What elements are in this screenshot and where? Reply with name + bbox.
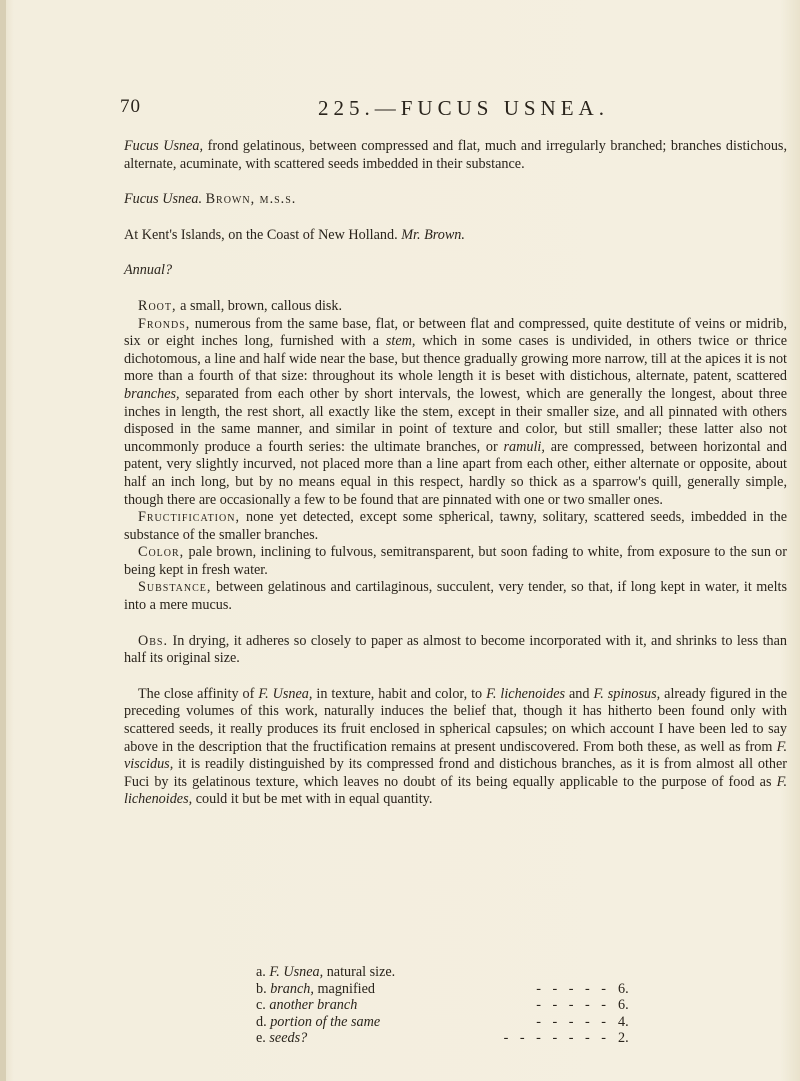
obs-text: In drying, it adheres so closely to paper as almost to become incorporated with it, and shrinks to less than half its original size.: [124, 632, 787, 667]
legend-name: seeds?: [269, 1030, 308, 1046]
color-text: pale brown, inclining to fulvous, semitransparent, but soon fading to white, from exposure to the sun or being kept in fresh water.: [124, 544, 787, 578]
synonym-line: [124, 191, 787, 209]
color-heading: Color,: [138, 544, 185, 561]
legend-leader-dashes: - - - - -: [536, 997, 610, 1013]
legend-note: magnified: [317, 980, 376, 997]
root-text: a small, brown, callous disk.: [180, 297, 343, 314]
page-number: 70: [120, 96, 141, 117]
legend-magnification: 6.: [618, 997, 629, 1013]
discussion-text-1: The close affinity of: [138, 685, 255, 702]
fructification-paragraph: [124, 509, 787, 544]
fronds-text-1: numerous from the same base, flat, or between flat and compressed, quite destitute of veins or midrib, six or eight inches long, furnished with a: [124, 315, 788, 350]
legend-letter: b.: [256, 980, 267, 997]
fronds-text-2: which in some cases is undivided, in others twice or thrice dichotomous, a line and half wide near the base, but thence gradually growing more narrow, till at the apices it is not more than a fourth of that size: throughout its whole length it is beset with distichous, alternate, patent, scattered: [124, 333, 788, 385]
obs-paragraph: [124, 633, 787, 668]
term-stem: stem,: [385, 333, 416, 350]
legend-row-a: [256, 964, 636, 981]
fructification-text: none yet detected, except some spherical, tawny, solitary, scattered seeds, imbedded in the substance of the smaller branches.: [124, 509, 788, 543]
term-branches: branches,: [124, 385, 180, 402]
locality-line: [124, 227, 787, 245]
discussion-species-4: F. viscidus,: [124, 738, 787, 773]
species-description: [124, 138, 787, 173]
legend-name: another branch: [269, 997, 358, 1013]
substance-text: between gelatinous and cartilaginous, succulent, very tender, so that, if long kept in water, it melts into a mere mucus.: [124, 579, 788, 614]
legend-letter: c.: [256, 997, 266, 1013]
legend-letter: d.: [256, 1013, 267, 1030]
discussion-species-3: F. spinosus,: [593, 685, 661, 702]
discussion-text-6: could it but be met with in equal quantity.: [195, 791, 433, 808]
description-text: frond gelatinous, between compressed and flat, much and irregularly branched; branches distichous, alternate, acuminate, with scattered seeds imbedded in their substance.: [124, 138, 787, 172]
binding-edge: [0, 0, 6, 1081]
legend-row-c: [256, 997, 636, 1014]
legend-row-e: [256, 1030, 636, 1047]
fronds-paragraph: [124, 316, 787, 510]
legend-letter: a.: [256, 964, 266, 980]
discussion-text-4: already figured in the preceding volumes of this work, naturally induces the belief that, though it has hitherto been found only with scattered seeds, it really produces its fruit enclosed in spherical capsules; on which account I have been led to say above in the description that the fructification remains at present undiscovered. From both these, as well as from: [124, 685, 788, 755]
legend-magnification: 6.: [618, 980, 629, 997]
synonym-authority: Brown, m.s.s.: [205, 191, 297, 208]
root-paragraph: [124, 298, 787, 316]
legend-magnification: 2.: [618, 1030, 629, 1046]
legend-letter: e.: [256, 1030, 266, 1046]
page-body: [124, 138, 787, 809]
legend-leader-dashes: - - - - -: [536, 1013, 610, 1030]
synonym-name: Fucus Usnea.: [124, 191, 203, 208]
term-ramuli: ramuli,: [503, 438, 545, 455]
plate-legend: [256, 964, 636, 1047]
discussion-text-3: and: [568, 685, 590, 702]
legend-name: branch,: [270, 980, 314, 997]
duration: Annual?: [124, 262, 173, 279]
legend-row-d: [256, 1014, 636, 1031]
legend-magnification: 4.: [618, 1013, 629, 1030]
legend-leader-dashes: - - - - - - -: [503, 1030, 610, 1046]
discussion-paragraph: [124, 686, 787, 809]
page-header: [120, 96, 780, 120]
discussion-species-1: F. Usnea,: [258, 685, 313, 702]
duration-line: [124, 262, 787, 280]
legend-name: portion of the same: [270, 1013, 381, 1030]
substance-paragraph: [124, 579, 787, 614]
obs-heading: Obs.: [138, 632, 169, 649]
fronds-text-4: are compressed, between horizontal and patent, very slightly incurved, not placed more than a line apart from each other, either alternate or opposite, about half an inch long, but by no means equal in this respect, hardly so thick as a sparrow's quill, generally simple, though there are occasionally a few to be found that are pinnated with one or two smaller ones.: [124, 438, 787, 508]
discussion-species-2: F. lichenoides: [486, 685, 566, 702]
substance-heading: Substance,: [138, 579, 212, 596]
fronds-text-3: separated from each other by short intervals, the lowest, which are generally the longest, about three inches in length, the rest short, all exactly like the stem, except in their smaller size, and all pinnated with others disposed in the same manner, and similar in point of texture and color, but still smaller; these latter also not uncommonly produce a fourth series: the ultimate branches, or: [124, 385, 788, 455]
species-name: Fucus Usnea,: [124, 138, 204, 154]
legend-row-b: [256, 981, 636, 998]
discussion-text-5: it is readily distinguished by its compressed frond and distichous branches, as it is from almost all other Fuci by its gelatinous texture, which leaves no doubt of its being equally applicable to the purpose of food as: [124, 756, 788, 790]
locality-collector: Mr. Brown.: [401, 226, 465, 243]
legend-name: F. Usnea,: [269, 964, 324, 980]
legend-leader-dashes: - - - - -: [536, 980, 610, 997]
discussion-text-2: in texture, habit and color, to: [316, 685, 483, 702]
root-heading: Root,: [138, 297, 177, 314]
legend-note: natural size.: [326, 964, 396, 980]
locality-text: At Kent's Islands, on the Coast of New Holland.: [124, 226, 398, 243]
discussion-species-5: F. lichenoides,: [124, 773, 787, 808]
fronds-heading: Fronds,: [138, 315, 191, 332]
color-paragraph: [124, 544, 787, 579]
running-title: 225.—FUCUS USNEA.: [318, 96, 609, 120]
fructification-heading: Fructification,: [138, 509, 240, 526]
